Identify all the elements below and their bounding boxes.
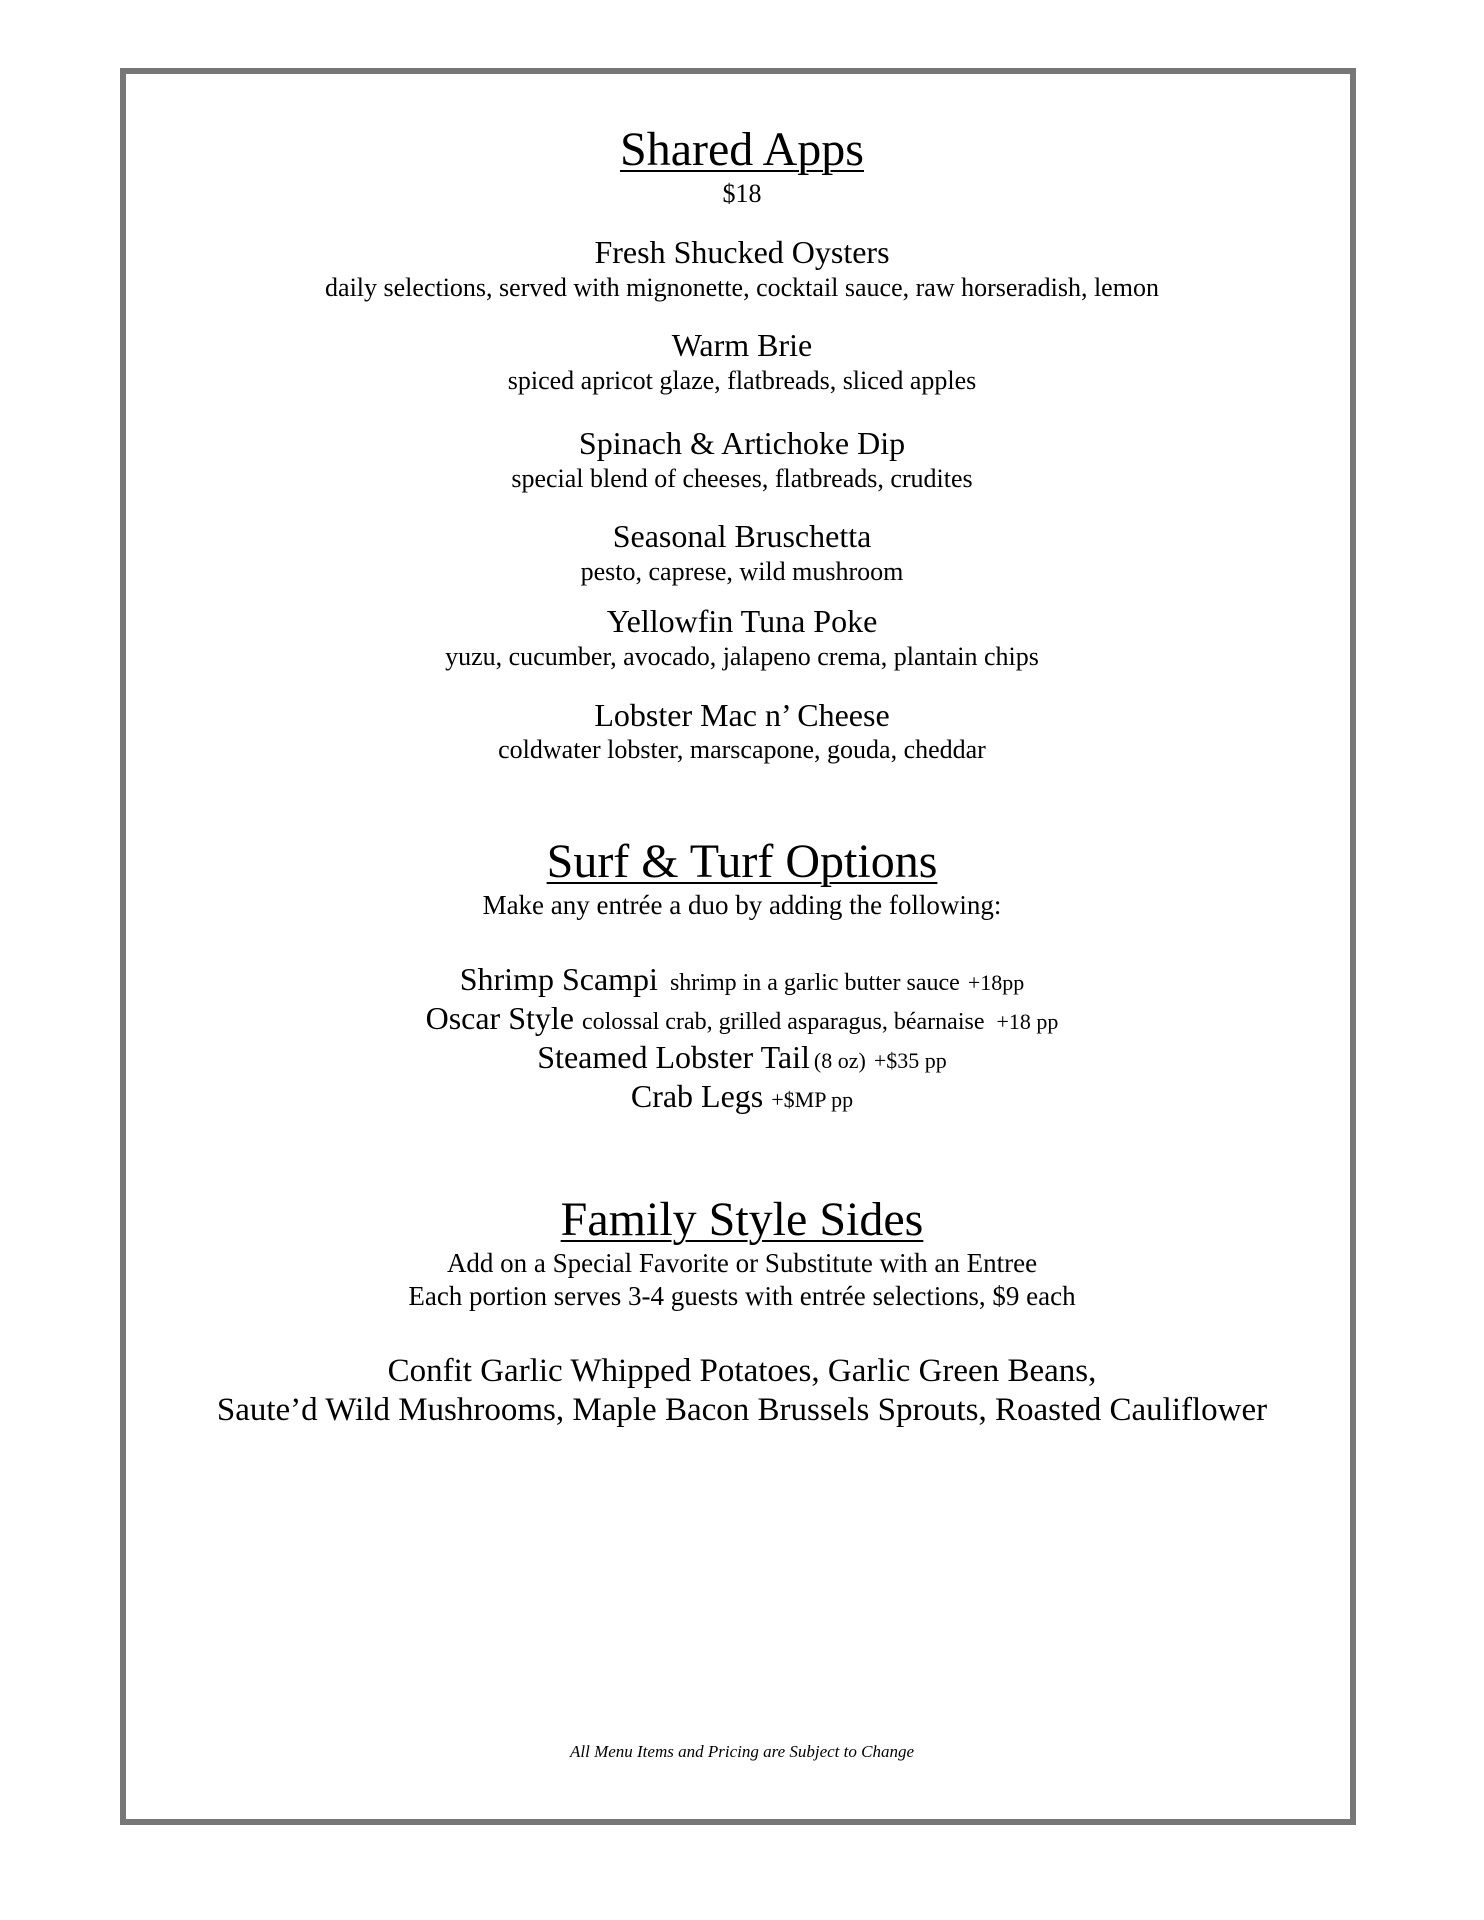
option-price: +$MP pp xyxy=(771,1087,854,1112)
item-desc-warm-brie: spiced apricot glaze, flatbreads, sliced apples xyxy=(507,366,977,395)
option-name: Shrimp Scampi xyxy=(459,961,658,997)
item-desc-spinach-dip: special blend of cheeses, flatbreads, crudites xyxy=(511,464,973,493)
sides-list-line1: Confit Garlic Whipped Potatoes, Garlic Green Beans, xyxy=(387,1353,1097,1389)
family-sides-line2: Each portion serves 3-4 guests with entrée selections, $9 each xyxy=(408,1281,1076,1311)
item-title-warm-brie: Warm Brie xyxy=(671,327,813,363)
item-title-tuna-poke: Yellowfin Tuna Poke xyxy=(606,603,878,639)
option-price: +18pp xyxy=(967,970,1025,995)
item-desc-bruschetta: pesto, caprese, wild mushroom xyxy=(580,557,904,586)
sides-list-line2: Saute’d Wild Mushrooms, Maple Bacon Brussels Sprouts, Roasted Cauliflower xyxy=(216,1392,1268,1428)
item-desc-lobster-mac: coldwater lobster, marscapone, gouda, cheddar xyxy=(498,735,986,764)
item-title-bruschetta: Seasonal Bruschetta xyxy=(612,518,872,554)
footer-disclaimer: All Menu Items and Pricing are Subject to Change xyxy=(569,1742,915,1761)
option-desc: shrimp in a garlic butter sauce xyxy=(669,970,960,996)
item-desc-oysters: daily selections, served with mignonette, cocktail sauce, raw horseradish, lemon xyxy=(325,273,1159,302)
family-sides-line1: Add on a Special Favorite or Substitute with an Entree xyxy=(446,1248,1038,1278)
option-price: +18 pp xyxy=(996,1009,1059,1034)
surf-turf-subtitle: Make any entrée a duo by adding the following: xyxy=(482,890,1002,920)
item-desc-tuna-poke: yuzu, cucumber, avocado, jalapeno crema, plantain chips xyxy=(445,642,1039,671)
section-title-surf-turf: Surf & Turf Options xyxy=(546,835,938,888)
option-desc: colossal crab, grilled asparagus, béarnaise xyxy=(581,1009,985,1035)
option-name: Steamed Lobster Tail xyxy=(537,1039,810,1075)
surf-option-crab-legs xyxy=(0,1080,1484,1112)
shared-apps-price: $18 xyxy=(722,179,762,208)
item-title-lobster-mac: Lobster Mac n’ Cheese xyxy=(594,697,890,733)
option-desc: (8 oz) xyxy=(813,1048,866,1073)
surf-option-oscar-style xyxy=(0,1002,1484,1034)
section-title-shared-apps: Shared Apps xyxy=(620,123,864,176)
surf-option-shrimp-scampi xyxy=(0,963,1484,995)
surf-option-lobster-tail xyxy=(0,1041,1484,1073)
item-title-spinach-dip: Spinach & Artichoke Dip xyxy=(578,425,906,461)
section-title-family-sides: Family Style Sides xyxy=(560,1193,924,1246)
item-title-oysters: Fresh Shucked Oysters xyxy=(594,234,890,270)
option-name: Oscar Style xyxy=(425,1000,574,1036)
option-name: Crab Legs xyxy=(630,1078,764,1114)
option-price: +$35 pp xyxy=(873,1048,947,1073)
